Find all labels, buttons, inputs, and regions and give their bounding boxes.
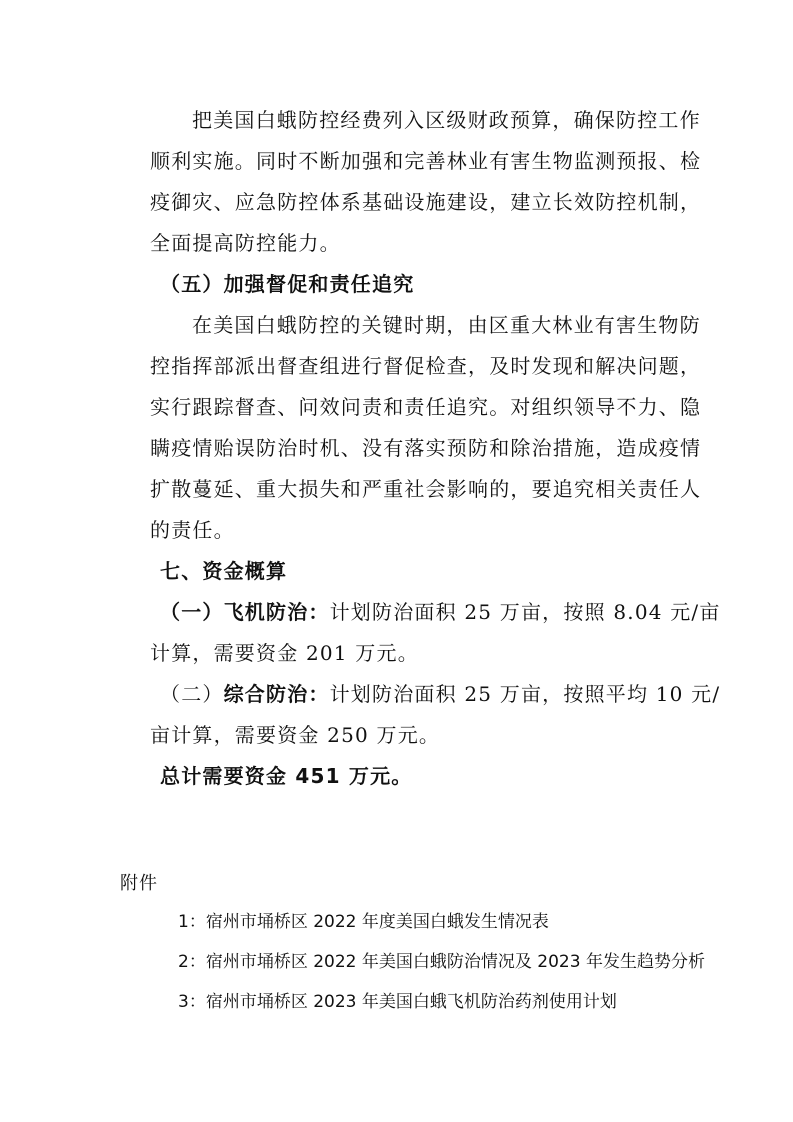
- text-line: 扩散蔓延、重大损失和严重社会影响的，要追究相关责任人: [150, 477, 702, 501]
- attachments-title: 附件: [120, 873, 158, 894]
- text-line: 把美国白蛾防控经费列入区级财政预算，确保防控工作: [192, 108, 701, 132]
- text-line: 计算，需要资金 201 万元。: [150, 641, 419, 665]
- section-heading: 七、资金概算: [160, 559, 288, 583]
- text-line: 控指挥部派出督查组进行督促检查，及时发现和解决问题，: [150, 354, 702, 378]
- budget-item-text: 计划防治面积 25 万亩，按照平均 10 元/: [329, 682, 721, 706]
- budget-item-label: （一）飞机防治：: [160, 600, 330, 624]
- attachment-item: 3：宿州市埇桥区 2023 年美国白蛾飞机防治药剂使用计划: [178, 992, 617, 1012]
- budget-item-label: 综合防治：: [223, 682, 330, 706]
- budget-item-text: 计划防治面积 25 万亩，按照 8.04 元/亩: [329, 600, 721, 624]
- text-line: 实行跟踪督查、问效问责和责任追究。对组织领导不力、隐: [150, 395, 702, 419]
- text-line: 顺利实施。同时不断加强和完善林业有害生物监测预报、检: [150, 149, 702, 173]
- text-line: 疫御灾、应急防控体系基础设施建设，建立长效防控机制，: [150, 190, 702, 214]
- attachment-item: 1：宿州市埇桥区 2022 年度美国白蛾发生情况表: [178, 912, 549, 932]
- text-line: 瞒疫情贻误防治时机、没有落实预防和除治措施，造成疫情: [150, 436, 702, 460]
- text-line: 在美国白蛾防控的关键时期，由区重大林业有害生物防: [192, 313, 701, 337]
- section-heading: （五）加强督促和责任追究: [160, 272, 415, 296]
- budget-item-comprehensive: [160, 682, 720, 706]
- text-line: 全面提高防控能力。: [150, 231, 341, 255]
- text-line: 的责任。: [150, 518, 235, 542]
- budget-item-aerial: [160, 600, 721, 624]
- budget-total: 总计需要资金 451 万元。: [160, 764, 413, 788]
- attachment-item: 2：宿州市埇桥区 2022 年美国白蛾防治情况及 2023 年发生趋势分析: [178, 952, 705, 972]
- budget-item-label-prefix: （二）: [160, 682, 224, 706]
- text-line: 亩计算，需要资金 250 万元。: [150, 723, 441, 747]
